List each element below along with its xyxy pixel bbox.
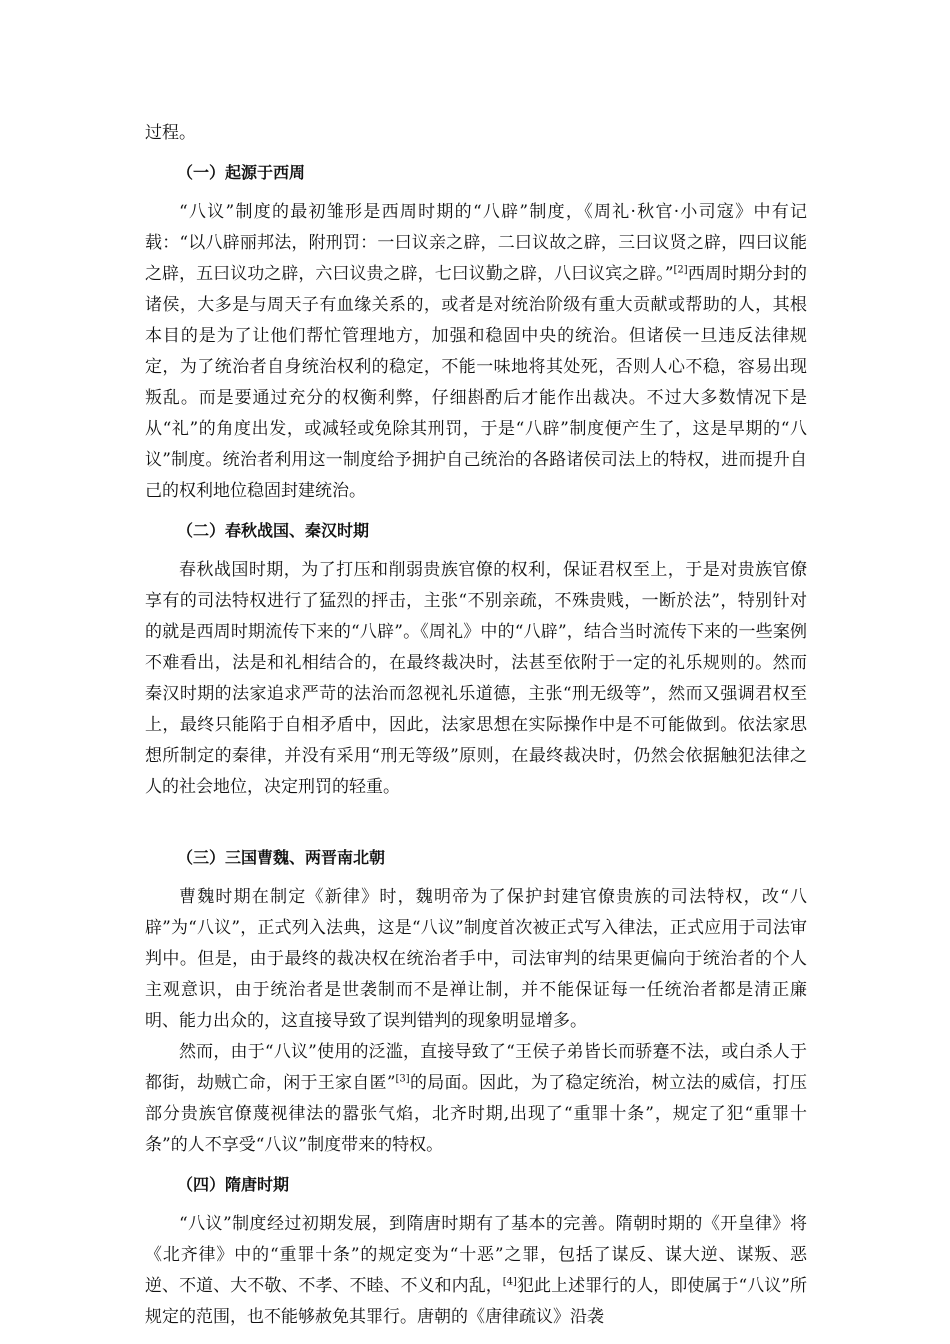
blank-line [145, 803, 807, 834]
citation-ref: [2] [673, 264, 688, 276]
section-heading-2: （二）春秋战国、秦汉时期 [177, 521, 370, 540]
paragraph-text: “八议”制度的最初雏形是西周时期的“八辟”制度，《周礼·秋官·小司寇》中有记载：“以八辟丽邦法，附刑罚：一曰议亲之辟，二曰议故之辟，三曰议贤之辟，四曰议能之辟，五曰议功之辟，六曰议贵之辟，七曰议勤之辟，八曰议宾之辟。” [145, 202, 807, 284]
paragraph [145, 882, 807, 1037]
paragraph-text: 犯此上述罪行的人，即使属于“八议”所规定的范围，也不能够赦免其罪行。唐朝的《唐律疏议》沿袭 [145, 1276, 807, 1327]
paragraph-text: “八议”制度经过初期发展，到隋唐时期有了基本的完善。隋朝时期的《开皇律》将《北齐律》中的“重罪十条”的规定变为“十恶”之罪，包括了谋反、谋大逆、谋叛、恶逆、不道、大不敬、不孝、不睦、不义和内乱， [145, 1214, 807, 1296]
paragraph [145, 197, 807, 507]
intro-fragment [145, 118, 807, 149]
paragraph [145, 1037, 807, 1161]
paragraph-text: 春秋战国时期，为了打压和削弱贵族官僚的权利，保证君权至上，于是对贵族官僚享有的司法特权进行了猛烈的抨击，主张“不别亲疏，不殊贵贱，一断於法”，特别针对的就是西周时期流传下来的“八辟”。《周礼》中的“八辟”，结合当时流传下来的一些案例不难看出，法是和礼相结合的，在最终裁决时，法甚至依附于一定的礼乐规则的。然而秦汉时期的法家追求严苛的法治而忽视礼乐道德，主张“刑无级等”，然而又强调君权至上，最终只能陷于自相矛盾中，因此，法家思想在实际操作中是不可能做到。依法家思想所制定的秦律，并没有采用“刑无等级”原则，在最终裁决时，仍然会依据触犯法律之人的社会地位，决定刑罚的轻重。 [145, 560, 807, 797]
paragraph [145, 555, 807, 803]
section-heading-3: （三）三国曹魏、两晋南北朝 [177, 848, 386, 867]
document-body [145, 118, 807, 1333]
citation-ref: [4] [502, 1276, 517, 1288]
paragraph-text: 曹魏时期在制定《新律》时，魏明帝为了保护封建官僚贵族的司法特权，改“八辟”为“八议”，正式列入法典，这是“八议”制度首次被正式写入律法，正式应用于司法审判中。但是，由于最终的裁决权在统治者手中，司法审判的结果更偏向于统治者的个人主观意识，由于统治者是世袭制而不是禅让制，并不能保证每一任统治者都是清正廉明、能力出众的，这直接导致了误判错判的现象明显增多。 [145, 887, 807, 1031]
section-heading-4: （四）隋唐时期 [177, 1175, 290, 1194]
intro-text: 过程。 [145, 123, 196, 143]
citation-ref: [3] [395, 1073, 410, 1085]
paragraph-text: 西周时期分封的诸侯，大多是与周天子有血缘关系的，或者是对统治阶级有重大贡献或帮助的人，其根本目的是为了让他们帮忙管理地方，加强和稳固中央的统治。但诸侯一旦违反法律规定，为了统治者自身统治权利的稳定，不能一味地将其处死，否则人心不稳，容易出现叛乱。而是要通过充分的权衡利弊，仔细斟酌后才能作出裁决。不过大多数情况下是从“礼”的角度出发，或减轻或免除其刑罚，于是“八辟”制度便产生了，这是早期的“八议”制度。统治者利用这一制度给予拥护自己统治的各路诸侯司法上的特权，进而提升自己的权利地位稳固封建统治。 [145, 264, 807, 501]
section-heading-1: （一）起源于西周 [177, 163, 306, 182]
paragraph [145, 1209, 807, 1333]
paragraph-text: 然而，由于“八议”使用的泛滥，直接导致了“王侯子弟皆长而骄蹇不法，或白杀人于都街，劫贼亡命，闲于王家自匿” [145, 1042, 807, 1093]
paragraph-text: 的局面。因此，为了稳定统治，树立法的威信，打压部分贵族官僚蔑视律法的嚣张气焰，北齐时期,出现了“重罪十条”，规定了犯“重罪十条”的人不享受“八议”制度带来的特权。 [145, 1073, 807, 1155]
